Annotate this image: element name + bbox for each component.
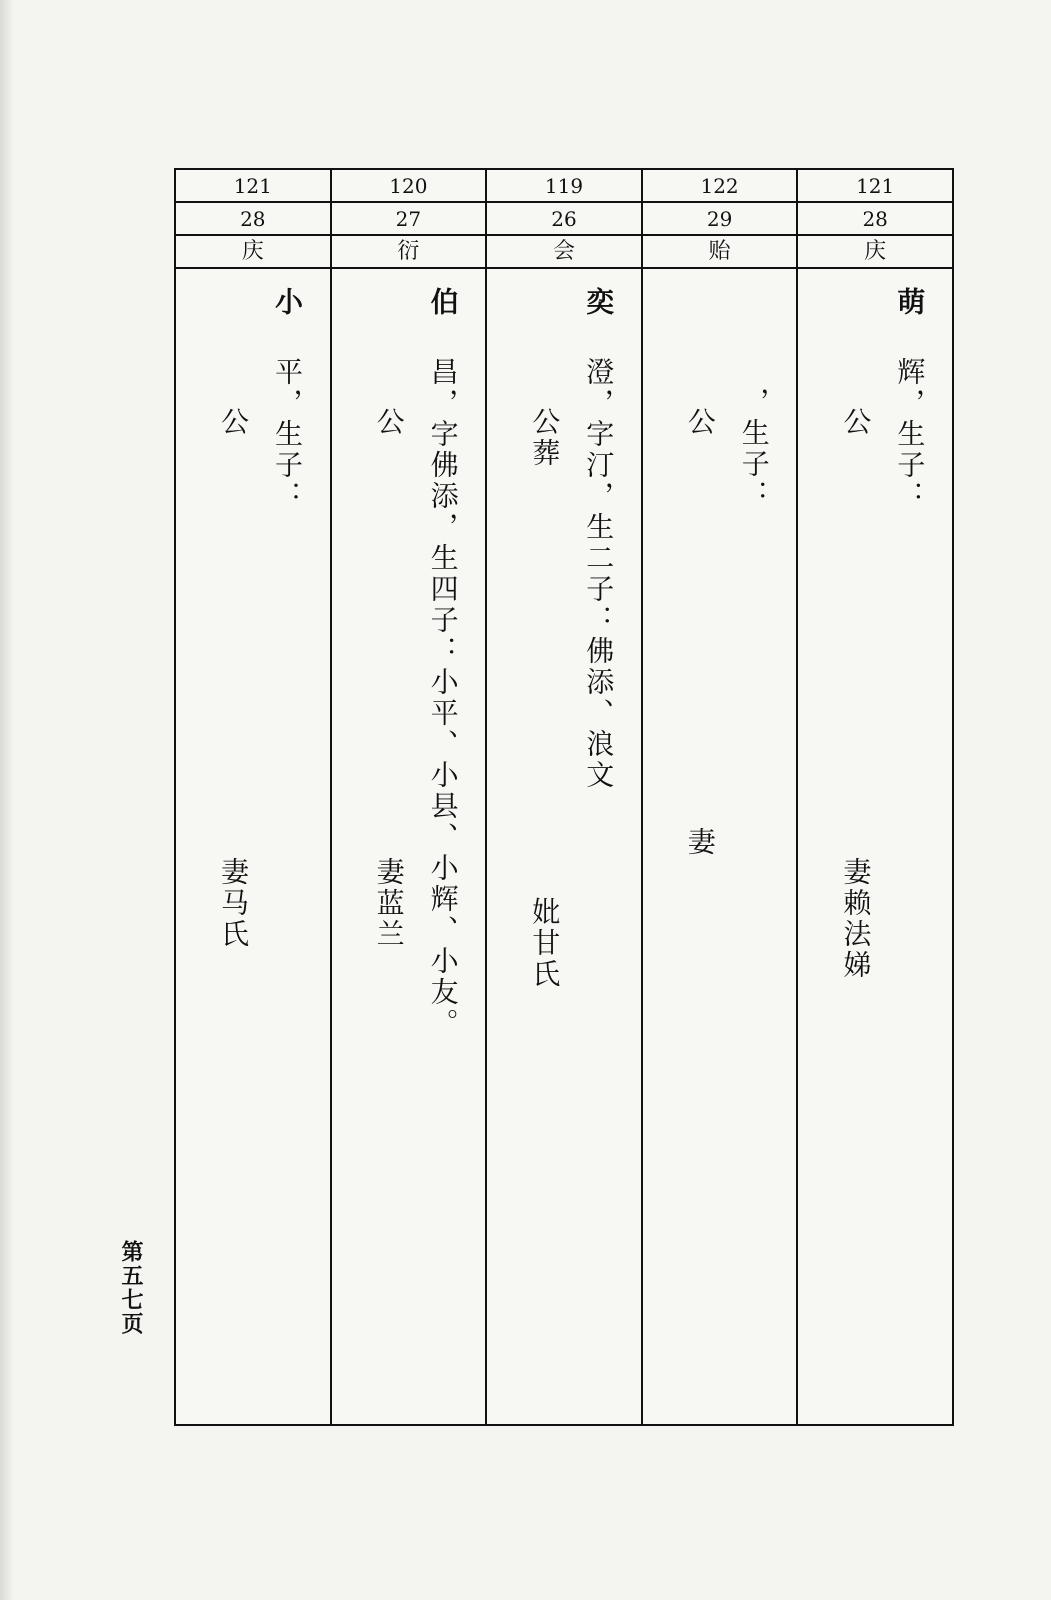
given-name: 伯: [426, 287, 460, 318]
column-menghui: [798, 170, 952, 1424]
generation-number: 121: [176, 170, 330, 203]
courtesy-text: 昌，字佛添，生四子：小平、小县、小辉、小友。: [426, 357, 460, 1039]
column-yicheng: [487, 170, 643, 1424]
scan-shadow: [0, 0, 14, 1600]
column-body: [487, 269, 641, 1424]
gong-label: 公: [683, 407, 717, 438]
sub-generation-number: 26: [487, 203, 641, 236]
genealogy-table: [174, 168, 954, 1426]
column-body: [176, 269, 330, 1424]
column-body: [643, 269, 797, 1424]
generation-character: 庆: [798, 236, 952, 269]
gong-label: 公葬: [528, 407, 562, 469]
gong-label: 公: [839, 407, 873, 438]
column-xiaoping: [176, 170, 332, 1424]
column-unnamed: [643, 170, 799, 1424]
given-name: 萌: [893, 287, 927, 318]
courtesy-text: 辉，生子：: [893, 357, 927, 512]
wife-text: 妻赖法娣: [839, 857, 873, 981]
generation-character: 会: [487, 236, 641, 269]
generation-number: 120: [332, 170, 486, 203]
courtesy-text: 澄，字汀，生二子：佛添、浪文: [582, 357, 616, 791]
generation-number: 119: [487, 170, 641, 203]
gong-label: 公: [217, 407, 250, 438]
courtesy-text: 平，生子：: [271, 357, 304, 512]
given-name: 小: [271, 287, 304, 318]
wife-text: 妻蓝兰: [372, 857, 406, 950]
column-body: [798, 269, 952, 1424]
generation-number: 122: [643, 170, 797, 203]
generation-character: 庆: [176, 236, 330, 269]
sub-generation-number: 27: [332, 203, 486, 236]
generation-character: 贻: [643, 236, 797, 269]
wife-text: 妻: [683, 827, 717, 858]
generation-character: 衍: [332, 236, 486, 269]
page-number: 第五七页: [118, 1240, 144, 1336]
wife-text: 妻马氏: [217, 857, 250, 950]
sub-generation-number: 29: [643, 203, 797, 236]
wife-text: 妣甘氏: [528, 897, 562, 990]
sub-generation-number: 28: [176, 203, 330, 236]
column-body: [332, 269, 486, 1424]
generation-number: 121: [798, 170, 952, 203]
sub-generation-number: 28: [798, 203, 952, 236]
column-bochang: [332, 170, 488, 1424]
given-name: 奕: [582, 287, 616, 318]
courtesy-text: ，生子：: [737, 387, 771, 511]
gong-label: 公: [372, 407, 406, 438]
